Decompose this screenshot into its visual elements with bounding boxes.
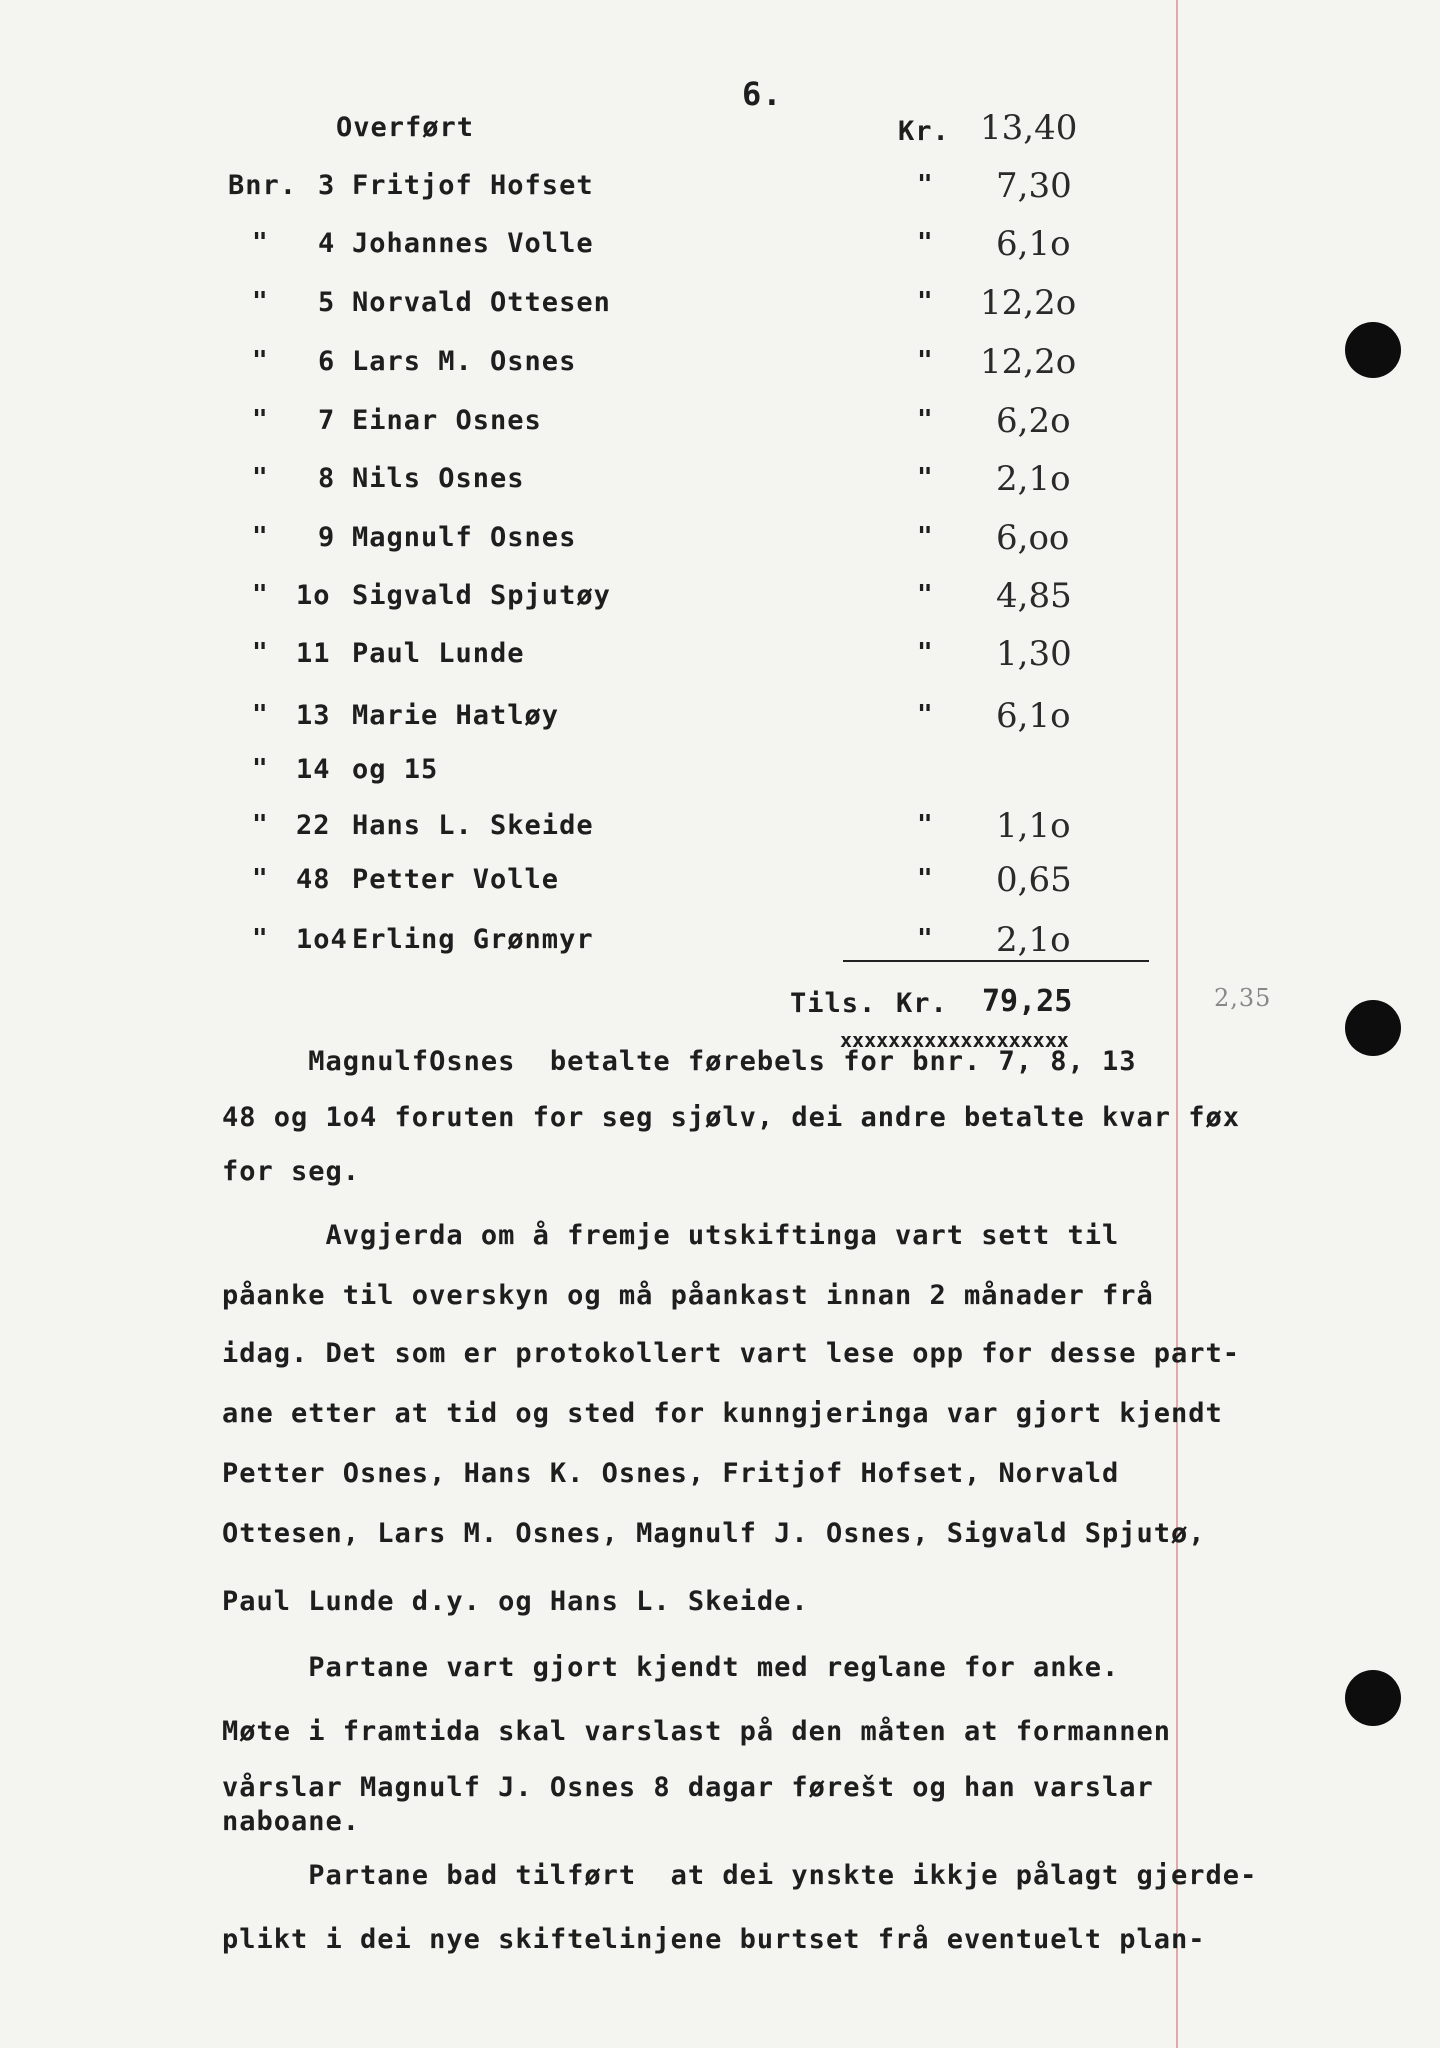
row-amount: 2,1o (996, 459, 1071, 499)
row-bnr-number: 6 (318, 346, 336, 377)
row-ditto-prefix: " (252, 810, 268, 840)
row-ditto-prefix: " (252, 700, 268, 730)
row-amount: 6,oo (996, 518, 1070, 558)
row-ditto-mark: " (917, 924, 933, 954)
row-amount: 4,85 (996, 576, 1072, 616)
row-ditto-mark: " (917, 580, 933, 610)
row-owner-name: Marie Hatløy (352, 700, 560, 731)
row-ditto-mark: " (917, 228, 933, 258)
punch-hole-bottom (1345, 1670, 1401, 1726)
body-line: Petter Osnes, Hans K. Osnes, Fritjof Hofset, Norvald (222, 1458, 1120, 1489)
body-line: 48 og 1o4 foruten for seg sjølv, dei andre betalte kvar føx (222, 1102, 1241, 1133)
body-line: vårslar Magnulf J. Osnes 8 dagar førešt og han varslar (222, 1772, 1154, 1803)
row-bnr-number: 1o (296, 580, 331, 611)
row-amount: 1,30 (996, 634, 1072, 674)
total-label: Tils. (790, 988, 877, 1019)
body-line: Ottesen, Lars M. Osnes, Magnulf J. Osnes, Sigvald Spjutø, (222, 1518, 1206, 1549)
row-bnr-number: 5 (318, 287, 336, 318)
row-owner-name: Petter Volle (352, 864, 560, 895)
body-line: Møte i framtida skal varslast på den måten at formannen (222, 1716, 1172, 1747)
body-line: plikt i dei nye skiftelinjene burtset frå eventuelt plan- (222, 1924, 1206, 1955)
row-owner-name: Einar Osnes (352, 405, 542, 436)
row-ditto-mark: " (917, 700, 933, 730)
body-line: MagnulfOsnes betalte førebels for bnr. 7, 8, 13 (222, 1046, 1137, 1077)
row-ditto-prefix: " (252, 580, 268, 610)
strikeout-row: xxxxxxxxxxxxxxxxxxx (840, 1028, 1069, 1052)
row-bnr-number: 22 (296, 810, 331, 841)
row-amount: 7,30 (996, 166, 1072, 206)
row-owner-name: Paul Lunde (352, 638, 525, 669)
row-ditto-prefix: " (252, 463, 268, 493)
row-owner-name: Norvald Ottesen (352, 287, 611, 318)
row-bnr-number: 48 (296, 864, 331, 895)
page-number: 6. (742, 75, 783, 113)
row-owner-name: Johannes Volle (352, 228, 594, 259)
body-line: Avgjerda om å fremje utskiftinga vart sett til (222, 1220, 1120, 1251)
row-amount: 12,2o (980, 342, 1077, 382)
row-owner-name: Lars M. Osnes (352, 346, 577, 377)
row-ditto-mark: " (917, 463, 933, 493)
row-ditto-mark: " (917, 170, 933, 200)
row-owner-name: og 15 (352, 754, 439, 785)
row-owner-name: Sigvald Spjutøy (352, 580, 611, 611)
row-ditto-mark: " (917, 522, 933, 552)
row-ditto-prefix: " (252, 864, 268, 894)
row-bnr-number: 3 (318, 170, 336, 201)
row-ditto-prefix: " (252, 346, 268, 376)
row-ditto-mark: " (917, 405, 933, 435)
row-ditto-prefix: " (252, 924, 268, 954)
total-amount: 79,25 (982, 984, 1073, 1019)
row-bnr-number: 7 (318, 405, 336, 436)
row-ditto-mark: " (917, 810, 933, 840)
body-line: ane etter at tid og sted for kunngjeringa var gjort kjendt (222, 1398, 1223, 1429)
carried-over-currency: Kr. (898, 116, 950, 147)
row-bnr-number: 1o4 (296, 924, 348, 955)
row-ditto-prefix: " (252, 522, 268, 552)
row-ditto-prefix: " (252, 638, 268, 668)
row-ditto-mark: " (917, 864, 933, 894)
row-owner-name: Erling Grønmyr (352, 924, 594, 955)
row-bnr-number: 8 (318, 463, 336, 494)
punch-hole-top (1345, 322, 1401, 378)
row-ditto-prefix: " (252, 405, 268, 435)
body-line: Paul Lunde d.y. og Hans L. Skeide. (222, 1586, 809, 1617)
margin-note: 2,35 (1214, 984, 1272, 1012)
row-owner-name: Magnulf Osnes (352, 522, 577, 553)
row-bnr-number: 4 (318, 228, 336, 259)
body-line: idag. Det som er protokollert vart lese opp for desse part- (222, 1338, 1241, 1369)
row-prefix: Bnr. (228, 170, 298, 201)
row-amount: 6,1o (996, 696, 1071, 736)
carried-over-label: Overført (336, 112, 475, 143)
row-ditto-mark: " (917, 287, 933, 317)
row-ditto-mark: " (917, 346, 933, 376)
row-amount: 1,1o (996, 806, 1071, 846)
row-amount: 2,1o (996, 920, 1071, 960)
punch-hole-middle (1345, 1000, 1401, 1056)
body-line: Partane vart gjort kjendt med reglane for anke. (222, 1652, 1120, 1683)
total-currency: Kr. (896, 988, 948, 1019)
row-amount: 0,65 (996, 860, 1072, 900)
row-owner-name: Hans L. Skeide (352, 810, 594, 841)
row-amount: 12,2o (980, 283, 1077, 323)
sum-rule (843, 960, 1149, 962)
body-line: Partane bad tilført at dei ynskte ikkje pålagt gjerde- (222, 1860, 1258, 1891)
body-line: for seg. (222, 1156, 361, 1187)
carried-over-amount: 13,40 (980, 108, 1078, 148)
row-ditto-prefix: " (252, 228, 268, 258)
row-bnr-number: 9 (318, 522, 336, 553)
row-ditto-mark: " (917, 638, 933, 668)
row-bnr-number: 14 (296, 754, 331, 785)
row-ditto-prefix: " (252, 287, 268, 317)
row-owner-name: Fritjof Hofset (352, 170, 594, 201)
row-bnr-number: 11 (296, 638, 331, 669)
row-ditto-prefix: " (252, 754, 268, 784)
body-line: naboane. (222, 1806, 361, 1837)
row-bnr-number: 13 (296, 700, 331, 731)
row-owner-name: Nils Osnes (352, 463, 525, 494)
row-amount: 6,2o (996, 401, 1071, 441)
row-amount: 6,1o (996, 224, 1071, 264)
body-line: påanke til overskyn og må påankast innan 2 månader frå (222, 1280, 1154, 1311)
